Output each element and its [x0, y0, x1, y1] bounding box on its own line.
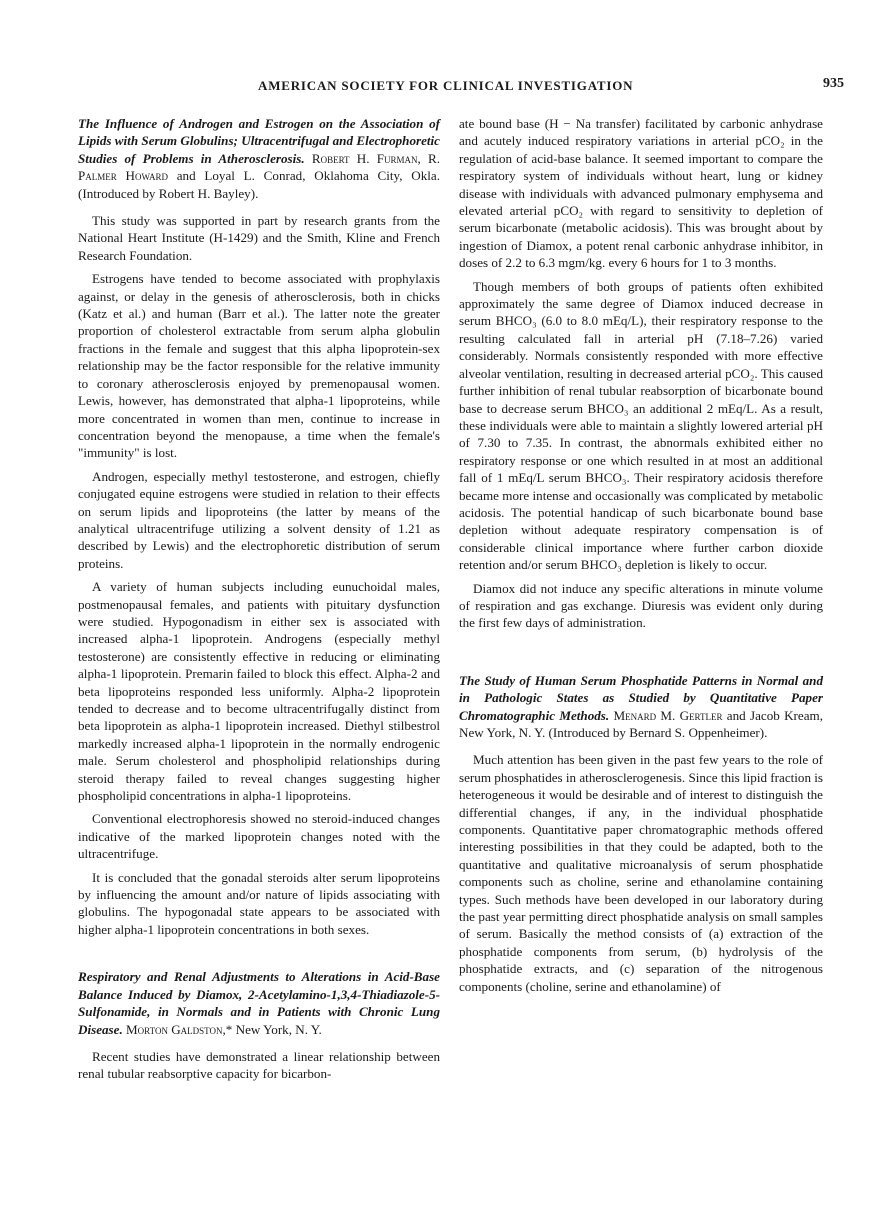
left-column	[78, 115, 440, 1089]
paragraph: Much attention has been given in the past few years to the role of serum phosphatides in atherosclerogenesis. Since this lipid fraction is heterogeneous it would be desirable and of interest to distinguish the differential changes, if any, in the individual phosphatide components. Quantitative paper chromatographic methods offered interesting possibilities in that they could be adapted, both to the quantitative and qualitative microanalysis of serum phosphatide components such as choline, serine and ethanolamine containing types. Such methods have been developed in our laboratory during the past year permitting direct phosphatide analysis on small samples of serum. Basically the method consists of (a) extraction of the phosphatide components from serum, (b) hydrolysis of the phosphatide extracts, and (c) separation of the nitrogenous components (choline, serine and ethanolamine) of	[459, 752, 824, 994]
paragraph: Recent studies have demonstrated a linear relationship between renal tubular reabsorptive capacity for bicarbon-	[78, 1048, 440, 1082]
author-affiliation: * New York, N. Y.	[225, 1021, 322, 1037]
author-names: Menard M. Gertler	[613, 707, 723, 723]
author-affiliation: and Loyal L. Conrad, Oklahoma City, Okla. (Introduced by Robert H. Bayley).	[78, 168, 440, 201]
article-title	[459, 672, 823, 742]
paragraph: A variety of human subjects including eunuchoidal males, postmenopausal females, and patients with pituitary dysfunction were studied. Hypogonadism in either sex is associated with increased alpha-1 lipoprotein. Androgens (especially methyl testosterone) are consistently effective in reducing or eliminating alpha-1 lipoprotein. Premarin failed to block this effect. Alpha-2 and beta lipoproteins responded less uniformly. Alpha-2 lipoprotein tended to decrease and to become ultracentrifugally distinct from beta lipoprotein as alpha-1 lipoprotein increased. Diethyl stilbestrol markedly increased alpha-1 lipoprotein in the normally endrogenic male. Serum cholesterol and phospholipid relationships during steroid therapy failed to reveal changes suggesting higher phospholipid concentrations in alpha-1 lipoproteins.	[78, 579, 440, 804]
author-affiliation: and Jacob Kream, New York, N. Y. (Introduced by Bernard S. Oppenheimer).	[459, 707, 823, 740]
author-names: Morton Galdston,	[126, 1021, 226, 1037]
paragraph: Diamox did not induce any specific alterations in minute volume of respiration and gas exchange. Diuresis was evident only during the first few days of administration.	[459, 580, 823, 631]
paragraph: ate bound base (H − Na transfer) facilitated by carbonic anhydrase and acutely induced respiratory variations in arterial pCO₂ in the regulation of acid-base balance. It seemed important to compare the respiratory system of individuals without heart, lung or kidney disease with individuals with advanced pulmonary emphysema and elevated arterial pCO₂ with regard to sensitivity to depletion of serum bicarbonate (metabolic acidosis). This was brought about by ingestion of Diamox, a potent renal carbonic anhydrase inhibitor, in doses of 2.2 to 6.3 mgm/kg. every 6 hours for 1 to 3 months.	[459, 116, 823, 271]
author-names: Robert H. Furman, R. Palmer Howard	[78, 150, 440, 184]
article-separator	[78, 944, 440, 968]
running-head: AMERICAN SOCIETY FOR CLINICAL INVESTIGATION	[258, 78, 634, 93]
page-number: 935	[823, 76, 844, 91]
article-separator	[459, 638, 823, 672]
article-title-text: The Study of Human Serum Phosphatide Patterns in Normal and in Pathologic States as Studied by Quantitative Paper Chromatographic Methods.	[459, 672, 823, 723]
paragraph: Conventional electrophoresis showed no steroid-induced changes indicative of the marked lipoprotein changes noted with the ultracentrifuge.	[78, 811, 440, 862]
paragraph: Though members of both groups of patients often exhibited approximately the same degree of Diamox induced decrease in serum BHCO₃ (6.0 to 8.0 mEq/L), their respiratory response to the resulting calculated fall in arterial pH (7.18–7.26) varied considerably. Normals consistently responded with more effective alveolar ventilation, resulting in decreased arterial pCO₂. This caused further inhibition of renal tubular reabsorption of bicarbonate bound base to decrease serum BHCO₃ an additional 2 mEq/L. As a result, these individuals were able to maintain a slightly lowered arterial pH of 7.30 to 7.35. In contrast, the abnormals exhibited either no respiratory response or one which resulted in at most an additional fall of 1 mEq/L serum BHCO₃. Their respiratory acidosis therefore became more intense and occasionally was complicated by metabolic acidosis. The potential handicap of such bicarbonate bound base depletion without adequate respiratory compensation is of considerable clinical importance where further carbon dioxide retention and/or serum BHCO₃ depletion is likely to occur.	[459, 278, 823, 573]
paragraph: This study was supported in part by research grants from the National Heart Institute (H-1429) and the Smith, Kline and French Research Foundation.	[78, 213, 440, 263]
paragraph: It is concluded that the gonadal steroids alter serum lipoproteins by influencing the amount and/or nature of lipids associating with globulins. The hypogonadal state appears to be associated with higher alpha-1 lipoprotein concentrations in both sexes.	[78, 869, 440, 937]
article-title	[78, 968, 440, 1038]
article-title	[78, 115, 440, 202]
article-title-text: The Influence of Androgen and Estrogen on the Association of Lipids with Serum Globulins; Ultracentrifugal and Electrophoretic Studies of Problems in Atherosclerosis.	[78, 116, 440, 166]
paragraph: Androgen, especially methyl testosterone, and estrogen, chiefly conjugated equine estrogens were studied in relation to their effects on serum lipids and lipoproteins (the latter by means of the analytical ultracentrifuge utilizing a solvent density of 1.21 as described by Lewis) and the electrophoretic distribution of serum proteins.	[78, 468, 440, 571]
article-title-text: Respiratory and Renal Adjustments to Alterations in Acid-Base Balance Induced by Diamox, 2-Acetylamino-1,3,4-Thiadiazole-5-Sulfonamide, in Normals and in Patients with Chronic Lung Disease.	[78, 969, 440, 1037]
article-authors	[126, 1022, 322, 1037]
paragraph: Estrogens have tended to become associated with prophylaxis against, or delay in the genesis of atherosclerosis, both in chicks (Katz et al.) and human (Barr et al.). The latter note the greater proportion of cholesterol extractable from serum alpha globulin fractions in the female and suggest that this alpha lipoprotein-sex relationship may be the factor responsible for the relative immunity to coronary atherosclerosis enjoyed by premenopausal women. Lewis, however, has demonstrated that alpha-1 lipoproteins, while more concentrated in women than men, continue to increase in concentration beyond the menopause, a time when the female's "immunity" is lost.	[78, 271, 440, 461]
right-column	[459, 115, 823, 1001]
